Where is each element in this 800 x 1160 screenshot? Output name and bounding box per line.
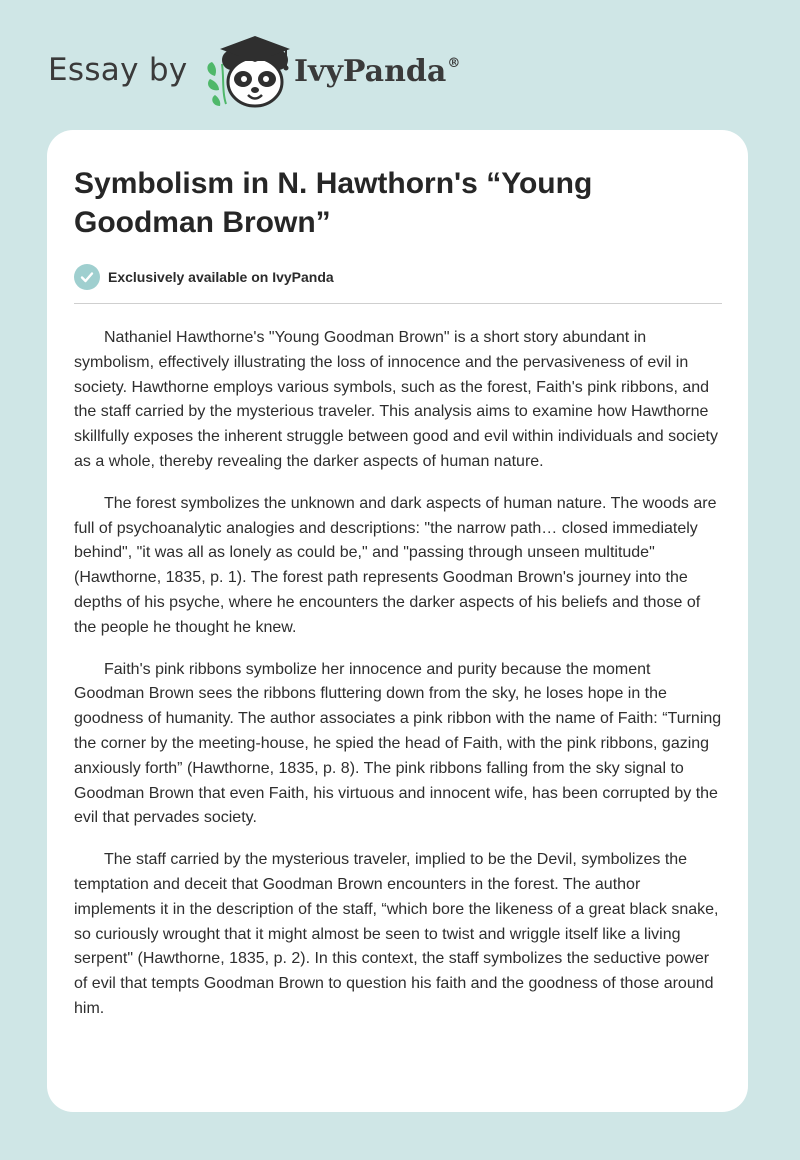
paragraph: The forest symbolizes the unknown and dark aspects of human nature. The woods are full of psychoanalytic analogies and descriptions: "the narrow path… closed immediately behind", "it was all as lonely as could be," and "passing through unseen multitude" (Hawthorne, 1835, p. 1). The forest path represents Goodman Brown's journey into the depths of his psyche, where he encounters the darker aspects of his beliefs and those of the people he thought he knew.: [74, 494, 717, 636]
paragraph: Faith's pink ribbons symbolize her innocence and purity because the moment Goodman Brown sees the ribbons fluttering down from the sky, he loses hope in the goodness of humanity. The author associates a pink ribbon with the name of Faith: “Turning the corner by the meeting-house, he spied the head of Faith, with the pink ribbons, gazing anxiously forth” (Hawthorne, 1835, p. 8). The pink ribbons falling from the sky signal to Goodman Brown that even Faith, his virtuous and innocent wife, has been corrupted by the evil that pervades society.: [74, 660, 722, 827]
check-circle-icon: [74, 264, 100, 290]
essay-by-label: Essay by: [48, 52, 188, 88]
divider: [74, 303, 722, 304]
registered-mark: ®: [447, 56, 461, 71]
site-header: [48, 30, 508, 110]
page-title: Symbolism in N. Hawthorn's “Young Goodman Brown”: [74, 167, 593, 239]
paragraph: Nathaniel Hawthorne's "Young Goodman Brown" is a short story abundant in symbolism, effectively illustrating the loss of innocence and the pervasiveness of evil in society. Hawthorne employs various symbols, such as the forest, Faith's pink ribbons, and the staff carried by the mysterious traveler. This analysis aims to examine how Hawthorne skillfully exposes the inherent struggle between good and evil within individuals and society as a whole, thereby revealing the darker aspects of human nature.: [74, 329, 718, 470]
exclusive-badge: [74, 264, 334, 290]
exclusive-label: Exclusively available on IvyPanda: [108, 269, 334, 285]
essay-card: [47, 130, 748, 1112]
essay-body: [74, 326, 722, 1039]
panda-graduate-icon[interactable]: [202, 30, 294, 110]
paragraph: The staff carried by the mysterious traveler, implied to be the Devil, symbolizes the temptation and deceit that Goodman Brown encounters in the forest. The author implements it in the description of the staff, “which bore the likeness of a great black snake, so curiously wrought that it might almost be seen to twist and wriggle itself like a living serpent" (Hawthorne, 1835, p. 2). In this context, the staff symbolizes the seductive power of evil that tempts Goodman Brown to question his faith and the goodness of those around him.: [74, 851, 719, 1017]
brand-name[interactable]: IvyPanda®: [294, 54, 461, 89]
